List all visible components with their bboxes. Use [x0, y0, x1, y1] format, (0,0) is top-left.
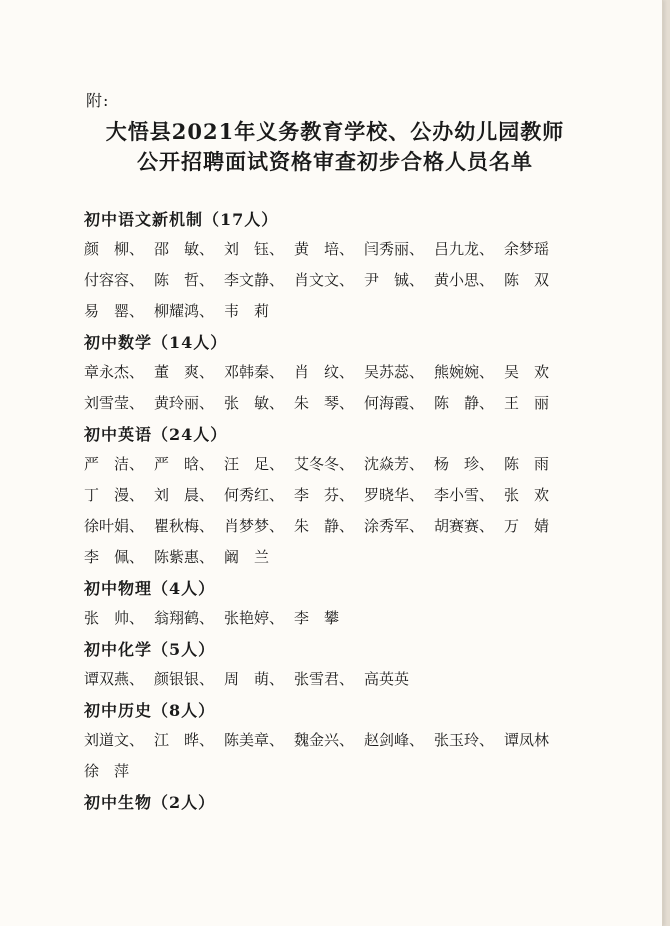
candidate-name: 吕九龙、 [434, 240, 495, 258]
document-title-line-2: 公开招聘面试资格审查初步合格人员名单 [137, 149, 533, 174]
candidate-name: 韦 莉 [224, 302, 270, 320]
candidate-name: 章永杰、 [84, 363, 145, 381]
candidate-name: 严 晗、 [154, 455, 215, 473]
name-row [84, 511, 584, 542]
candidate-name: 何秀红、 [224, 486, 285, 504]
section-title: 初中历史（8人） [84, 701, 216, 720]
candidate-name: 刘 晨、 [154, 486, 215, 504]
candidate-name: 陈 双 [504, 271, 550, 289]
candidate-name: 沈焱芳、 [364, 455, 425, 473]
candidate-name: 柳耀鸿、 [154, 302, 215, 320]
candidate-name: 张雪君、 [294, 670, 355, 688]
candidate-name: 刘 钰、 [224, 240, 285, 258]
candidate-name: 黄 培、 [294, 240, 355, 258]
candidate-name: 张 帅、 [84, 609, 145, 627]
candidate-name: 张 敏、 [224, 394, 285, 412]
candidate-name: 颜银银、 [154, 670, 215, 688]
candidate-name: 余梦瑶 [504, 240, 550, 258]
candidate-name: 陈 静、 [434, 394, 495, 412]
candidate-name: 李小雪、 [434, 486, 495, 504]
candidate-list [84, 206, 584, 819]
name-row [84, 449, 584, 480]
candidate-name: 陈紫惠、 [154, 548, 215, 566]
candidate-name: 高英英 [364, 670, 410, 688]
candidate-name: 黄小思、 [434, 271, 495, 289]
candidate-name: 谭凤林 [504, 731, 550, 749]
candidate-name: 尹 铖、 [364, 271, 425, 289]
candidate-name: 肖 纹、 [294, 363, 355, 381]
name-row [84, 542, 584, 573]
candidate-name: 张玉玲、 [434, 731, 495, 749]
name-row [84, 756, 584, 787]
attachment-label: 附: [86, 91, 110, 110]
section-title: 初中英语（24人） [84, 425, 228, 444]
candidate-name: 涂秀军、 [364, 517, 425, 535]
section-title: 初中语文新机制（17人） [84, 210, 279, 229]
name-row [84, 603, 584, 634]
candidate-name: 江 晔、 [154, 731, 215, 749]
candidate-name: 李 攀 [294, 609, 340, 627]
candidate-name: 徐叶娟、 [84, 517, 145, 535]
candidate-name: 易 罂、 [84, 302, 145, 320]
section-title: 初中生物（2人） [84, 793, 216, 812]
candidate-name: 张艳婷、 [224, 609, 285, 627]
candidate-name: 黄玲丽、 [154, 394, 215, 412]
name-row [84, 234, 584, 265]
candidate-name: 邵 敏、 [154, 240, 215, 258]
name-row [84, 664, 584, 695]
candidate-name: 李 佩、 [84, 548, 145, 566]
candidate-name: 陈美章、 [224, 731, 285, 749]
name-row [84, 296, 584, 327]
candidate-name: 刘道文、 [84, 731, 145, 749]
candidate-name: 邓韩秦、 [224, 363, 285, 381]
candidate-name: 汪 足、 [224, 455, 285, 473]
name-row [84, 480, 584, 511]
candidate-name: 朱 静、 [294, 517, 355, 535]
section-title: 初中数学（14人） [84, 333, 228, 352]
candidate-name: 赵剑峰、 [364, 731, 425, 749]
candidate-name: 万 婧 [504, 517, 550, 535]
candidate-name: 瞿秋梅、 [154, 517, 215, 535]
candidate-name: 朱 琴、 [294, 394, 355, 412]
name-row [84, 357, 584, 388]
candidate-name: 吴苏蕊、 [364, 363, 425, 381]
candidate-name: 徐 萍 [84, 762, 130, 780]
candidate-name: 张 欢 [504, 486, 550, 504]
candidate-name: 闫秀丽、 [364, 240, 425, 258]
candidate-name: 李文静、 [224, 271, 285, 289]
candidate-name: 丁 漫、 [84, 486, 145, 504]
candidate-name: 熊婉婉、 [434, 363, 495, 381]
candidate-name: 吴 欢 [504, 363, 550, 381]
candidate-name: 魏金兴、 [294, 731, 355, 749]
candidate-name: 肖梦梦、 [224, 517, 285, 535]
name-row [84, 725, 584, 756]
candidate-name: 翁翔鹤、 [154, 609, 215, 627]
candidate-name: 陈 雨 [504, 455, 550, 473]
candidate-name: 颜 柳、 [84, 240, 145, 258]
name-row [84, 265, 584, 296]
candidate-name: 胡赛赛、 [434, 517, 495, 535]
candidate-name: 艾冬冬、 [294, 455, 355, 473]
candidate-name: 罗晓华、 [364, 486, 425, 504]
candidate-name: 付容容、 [84, 271, 145, 289]
section-title: 初中物理（4人） [84, 579, 216, 598]
candidate-name: 陈 哲、 [154, 271, 215, 289]
name-row [84, 388, 584, 419]
candidate-name: 杨 珍、 [434, 455, 495, 473]
document-title-line-1: 大悟县2021年义务教育学校、公办幼儿园教师 [105, 119, 565, 144]
candidate-name: 董 爽、 [154, 363, 215, 381]
candidate-name: 何海霞、 [364, 394, 425, 412]
candidate-name: 王 丽 [504, 394, 550, 412]
candidate-name: 周 萌、 [224, 670, 285, 688]
candidate-name: 严 洁、 [84, 455, 145, 473]
candidate-name: 肖文文、 [294, 271, 355, 289]
candidate-name: 李 芬、 [294, 486, 355, 504]
section-title: 初中化学（5人） [84, 640, 216, 659]
candidate-name: 阚 兰 [224, 548, 270, 566]
candidate-name: 刘雪莹、 [84, 394, 145, 412]
candidate-name: 谭双燕、 [84, 670, 145, 688]
